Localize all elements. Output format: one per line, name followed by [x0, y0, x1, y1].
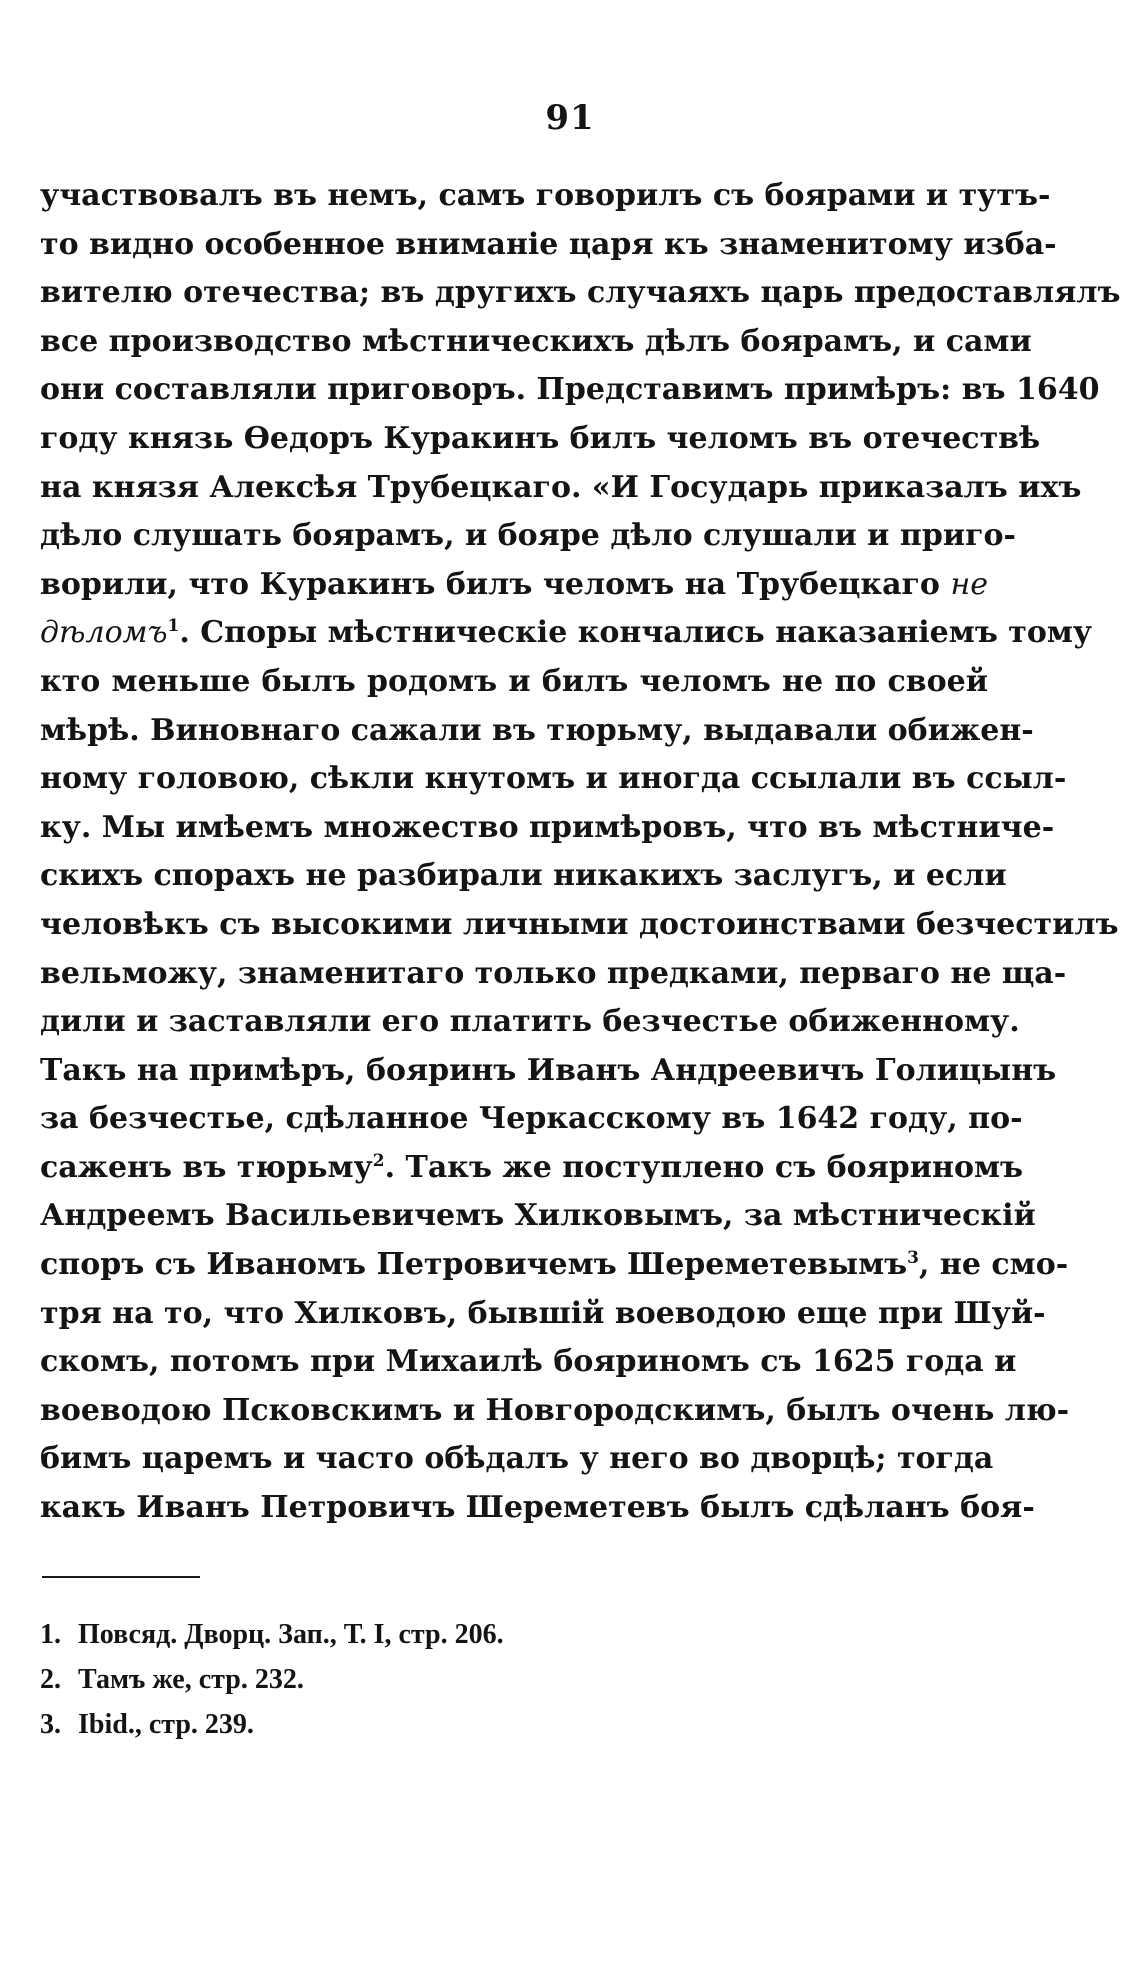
footnotes [40, 1612, 940, 1747]
text-line [40, 1241, 1069, 1290]
text-line [40, 1144, 1024, 1193]
text-line: скомъ, потомъ при Михаилѣ бояриномъ съ 1625 года и [40, 1344, 1017, 1380]
text-segment: саженъ въ тюрьму [40, 1149, 373, 1185]
text-segment: Споры мѣстническіе кончались наказаніемъ тому [200, 615, 1093, 651]
footnote-1 [40, 1612, 940, 1657]
footnote-text: Повсяд. Дворц. Зап., Т. I, стр. 206. [78, 1619, 504, 1650]
text-line [40, 561, 988, 610]
text-segment: Такъ же поступлено съ бояриномъ [405, 1149, 1024, 1185]
footnote-ref-2[interactable]: 2 [372, 1150, 385, 1171]
punctuation: . [179, 615, 190, 651]
footnote-ref-3[interactable]: 3 [907, 1248, 920, 1269]
text-line: за безчестье, сдѣланное Черкасскому въ 1642 году, по- [40, 1101, 1023, 1137]
text-line: вельможу, знаменитаго только предками, перваго не ща- [40, 955, 1067, 991]
text-line: то видно особенное вниманіе царя къ знаменитому изба- [40, 226, 1057, 262]
punctuation: . [384, 1149, 396, 1185]
text-line: они составляли приговоръ. Представимъ примѣръ: въ 1640 [40, 372, 1100, 408]
footnote-divider [42, 1576, 200, 1578]
italic-word: не [950, 566, 989, 602]
text-line: Андреемъ Васильевичемъ Хилковымъ, за мѣстническій [40, 1198, 1036, 1234]
text-line: скихъ спорахъ не разбирали никакихъ заслугъ, и если [40, 858, 1007, 894]
text-line: дили и заставляли его платить безчестье обиженному. [40, 1004, 1020, 1040]
text-segment: споръ съ Иваномъ Петровичемъ Шереметевымъ [40, 1247, 908, 1283]
text-line: Такъ на примѣръ, бояринъ Иванъ Андреевичъ Голицынъ [40, 1052, 1057, 1088]
page-number: 91 [545, 98, 595, 138]
text-line: все производство мѣстническихъ дѣлъ боярамъ, и сами [40, 323, 1032, 359]
footnote-text: Ibid., стр. 239. [78, 1709, 254, 1740]
footnote-ref-1[interactable]: 1 [167, 616, 180, 637]
italic-word: дѣломъ [40, 615, 168, 651]
text-segment: ворили, что Куракинъ билъ челомъ на Трубецкаго [40, 566, 940, 602]
footnote-2 [40, 1657, 940, 1702]
body-text [40, 172, 1121, 1533]
text-line: году князь Ѳедоръ Куракинъ билъ челомъ въ отечествѣ [40, 420, 1041, 456]
text-segment: , не смо- [919, 1247, 1069, 1283]
text-line: участвовалъ въ немъ, самъ говорилъ съ боярами и тутъ- [40, 178, 1051, 213]
text-line: воеводою Псковскимъ и Новгородскимъ, былъ очень лю- [40, 1392, 1070, 1428]
text-line: дѣло слушать боярамъ, и бояре дѣло слушали и приго- [40, 518, 1016, 554]
text-line: человѣкъ съ высокими личными достоинствами безчестилъ [40, 906, 1119, 942]
text-line [40, 609, 1093, 658]
text-line: ному головою, сѣкли кнутомъ и иногда ссылали въ ссыл- [40, 761, 1067, 797]
text-line: тря на то, что Хилковъ, бывшій воеводою еще при Шуй- [40, 1295, 1046, 1331]
text-line: ку. Мы имѣемъ множество примѣровъ, что въ мѣстниче- [40, 809, 1055, 845]
text-line: кто меньше былъ родомъ и билъ челомъ не по своей [40, 663, 988, 699]
text-line: какъ Иванъ Петровичъ Шереметевъ былъ сдѣланъ боя- [40, 1490, 1035, 1526]
footnote-3 [40, 1702, 940, 1747]
footnote-number: 2. [40, 1664, 61, 1695]
text-line: бимъ царемъ и часто обѣдалъ у него во дворцѣ; тогда [40, 1441, 994, 1477]
footnote-number: 3. [40, 1709, 61, 1740]
footnote-text: Тамъ же, стр. 232. [78, 1664, 304, 1695]
text-line: на князя Алексѣя Трубецкаго. «И Государь приказалъ ихъ [40, 469, 1082, 505]
text-line: вителю отечества; въ другихъ случаяхъ царь предоставлялъ [40, 275, 1121, 311]
footnote-number: 1. [40, 1619, 61, 1650]
text-line: мѣрѣ. Виновнаго сажали въ тюрьму, выдавали обижен- [40, 712, 1034, 748]
